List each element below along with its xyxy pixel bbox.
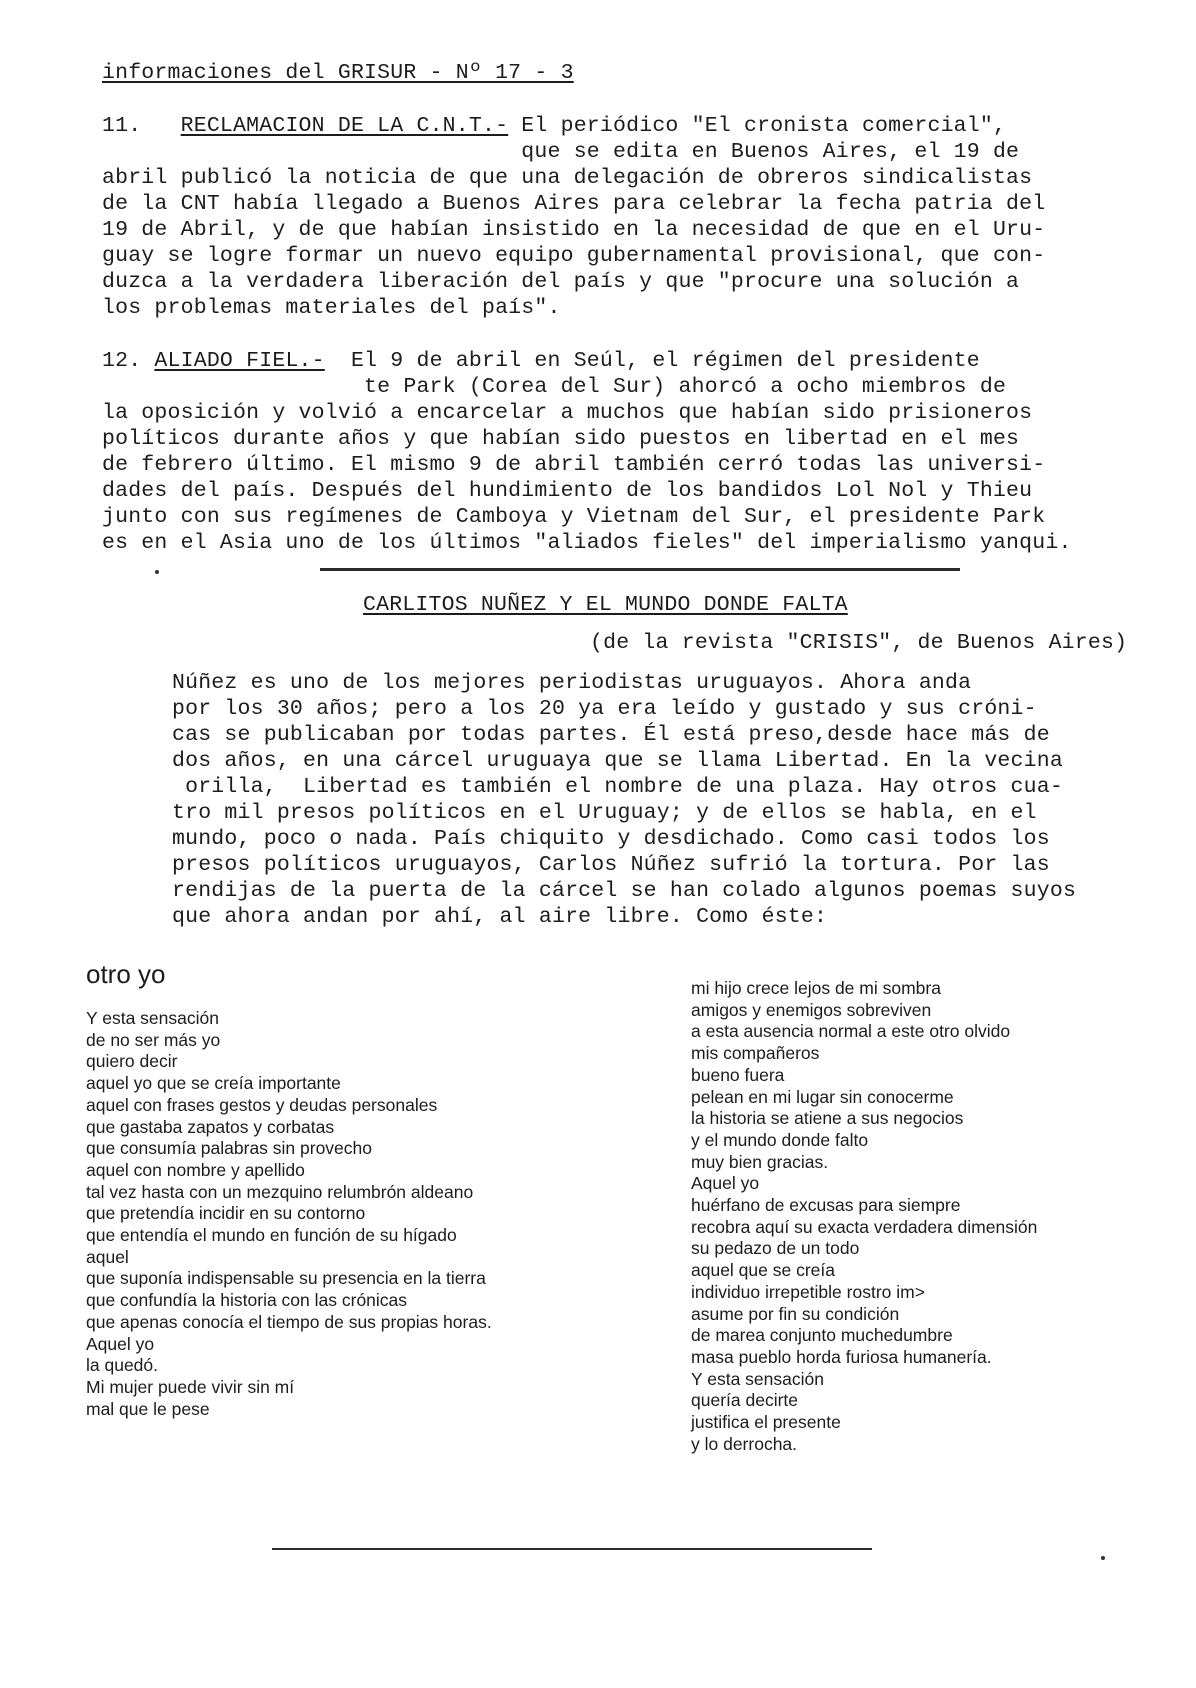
- section-12-line: es en el Asia uno de los últimos "aliados fieles" del imperialismo yanqui.: [102, 531, 1072, 555]
- poem-line: de no ser más yo: [86, 1029, 221, 1050]
- section-12-line: políticos durante años y que habían sido puestos en libertad en el mes: [102, 427, 1020, 451]
- poem-right-column: [691, 978, 1037, 1455]
- poem-line: que gastaba zapatos y corbatas: [86, 1116, 335, 1137]
- poem-line: aquel que se creía: [691, 1260, 835, 1281]
- poem-line: huérfano de excusas para siempre: [691, 1195, 961, 1216]
- section-11-number: 11.: [102, 114, 142, 138]
- poem-line: y lo derrocha.: [691, 1433, 798, 1454]
- article-body: [172, 670, 1076, 930]
- poem-line: que entendía el mundo en función de su hígado: [86, 1225, 457, 1246]
- poem-line: justifica el presente: [691, 1412, 841, 1433]
- poem-line: aquel yo que se creía importante: [86, 1073, 341, 1094]
- poem-line: Y esta sensación: [86, 1008, 219, 1028]
- poem-line: que suponía indispensable su presencia en la tierra: [86, 1268, 486, 1289]
- closing-divider: [272, 1548, 872, 1550]
- section-11-line: de la CNT había llegado a Buenos Aires para celebrar la fecha patria del: [102, 192, 1046, 216]
- article-line: orilla, Libertad es también el nombre de una plaza. Hay otros cua-: [172, 775, 1063, 799]
- section-11-second-line: que se edita en Buenos Aires, el 19 de: [521, 140, 1020, 164]
- section-11-heading: [102, 113, 1019, 165]
- poem-line: quiero decir: [86, 1051, 178, 1072]
- scan-speck: [1101, 1556, 1105, 1560]
- poem-line: aquel: [86, 1246, 129, 1267]
- poem-line: que confundía la historia con las crónicas: [86, 1290, 408, 1311]
- poem-line: a esta ausencia normal a este otro olvido: [691, 1021, 1011, 1042]
- scan-speck: [155, 570, 159, 574]
- poem-line: amigos y enemigos sobreviven: [691, 999, 932, 1020]
- poem-line: Aquel yo: [691, 1173, 760, 1194]
- poem-line: mi hijo crece lejos de mi sombra: [691, 978, 941, 998]
- poem-line: Y esta sensación: [691, 1368, 824, 1389]
- section-11-line: guay se logre formar un nuevo equipo gubernamental provisional, que con-: [102, 244, 1046, 268]
- poem-line: mis compañeros: [691, 1043, 820, 1064]
- poem-line: que pretendía incidir en su contorno: [86, 1203, 366, 1224]
- poem-line: mal que le pese: [86, 1398, 210, 1419]
- page-header: informaciones del GRISUR - Nº 17 - 3: [102, 61, 574, 85]
- poem-line: la historia se atiene a sus negocios: [691, 1108, 964, 1129]
- poem-line: y el mundo donde falto: [691, 1129, 869, 1150]
- article-line: rendijas de la puerta de la cárcel se han colado algunos poemas suyos: [172, 879, 1077, 903]
- poem-line: de marea conjunto muchedumbre: [691, 1325, 953, 1346]
- section-12-body: [102, 400, 1072, 556]
- section-12-number: 12.: [102, 349, 142, 373]
- poem-line: individuo irrepetible rostro im>: [691, 1281, 925, 1302]
- poem-line: la quedó.: [86, 1355, 159, 1376]
- poem-left-column: [86, 1008, 492, 1420]
- poem-line: quería decirte: [691, 1390, 799, 1411]
- section-12-line: junto con sus regímenes de Camboya y Vietnam del Sur, el presidente Park: [102, 505, 1046, 529]
- article-line: dos años, en una cárcel uruguaya que se llama Libertad. En la vecina: [172, 749, 1063, 773]
- article-line: tro mil presos políticos en el Uruguay; y de ellos se habla, en el: [172, 801, 1037, 825]
- section-11-indent: [102, 140, 521, 164]
- section-12-heading: [102, 348, 1006, 400]
- poem-line: Mi mujer puede vivir sin mí: [86, 1376, 295, 1397]
- poem-line: tal vez hasta con un mezquino relumbrón aldeano: [86, 1181, 474, 1202]
- poem-line: pelean en mi lugar sin conocerme: [691, 1086, 954, 1107]
- poem-line: Aquel yo: [86, 1333, 155, 1354]
- section-12-line: la oposición y volvió a encarcelar a muchos que habían sido prisioneros: [102, 401, 1033, 425]
- section-11-body: [102, 165, 1045, 321]
- poem-line: muy bien gracias.: [691, 1151, 829, 1172]
- section-11-line: duzca a la verdadera liberación del país y que "procure una solución a: [102, 270, 1020, 294]
- poem-line: masa pueblo horda furiosa humanería.: [691, 1346, 992, 1367]
- article-line: presos políticos uruguayos, Carlos Núñez sufrió la tortura. Por las: [172, 853, 1050, 877]
- section-12-title: ALIADO FIEL.-: [154, 349, 325, 373]
- section-11-line: abril publicó la noticia de que una delegación de obreros sindicalistas: [102, 166, 1033, 190]
- poem-line: aquel con nombre y apellido: [86, 1159, 305, 1180]
- section-11-title: RECLAMACION DE LA C.N.T.-: [180, 114, 509, 138]
- article-line: por los 30 años; pero a los 20 ya era leído y gustado y sus cróni-: [172, 697, 1037, 721]
- section-divider: [320, 568, 960, 571]
- poem-line: su pedazo de un todo: [691, 1238, 860, 1259]
- article-line: Núñez es uno de los mejores periodistas uruguayos. Ahora anda: [172, 671, 972, 695]
- article-line: que ahora andan por ahí, al aire libre. Como éste:: [172, 905, 828, 929]
- poem-line: que apenas conocía el tiempo de sus propias horas.: [86, 1311, 492, 1332]
- article-title: CARLITOS NUÑEZ Y EL MUNDO DONDE FALTA: [363, 593, 848, 617]
- poem-line: aquel con frases gestos y deudas personales: [86, 1094, 438, 1115]
- section-12-line: dades del país. Después del hundimiento de los bandidos Lol Nol y Thieu: [102, 479, 1033, 503]
- section-12-second-line: te Park (Corea del Sur) ahorcó a ocho miembros de: [364, 375, 1007, 399]
- section-12-first-line: El 9 de abril en Seúl, el régimen del presidente: [350, 349, 980, 373]
- section-12-line: de febrero último. El mismo 9 de abril también cerró todas las universi-: [102, 453, 1046, 477]
- poem-line: bueno fuera: [691, 1064, 785, 1085]
- poem-title: otro yo: [86, 959, 166, 989]
- section-11-first-line: El periódico "El cronista comercial",: [521, 114, 1007, 138]
- poem-line: que consumía palabras sin provecho: [86, 1138, 373, 1159]
- article-line: cas se publicaban por todas partes. Él está preso,desde hace más de: [172, 723, 1050, 747]
- section-12-indent: [102, 375, 364, 399]
- poem-line: asume por fin su condición: [691, 1303, 900, 1324]
- section-11-line: 19 de Abril, y de que habían insistido en la necesidad de que en el Uru-: [102, 218, 1046, 242]
- poem-line: recobra aquí su exacta verdadera dimensión: [691, 1216, 1038, 1237]
- article-source: (de la revista "CRISIS", de Buenos Aires): [590, 631, 1128, 655]
- article-line: mundo, poco o nada. País chiquito y desdichado. Como casi todos los: [172, 827, 1050, 851]
- section-11-line: los problemas materiales del país".: [102, 296, 561, 320]
